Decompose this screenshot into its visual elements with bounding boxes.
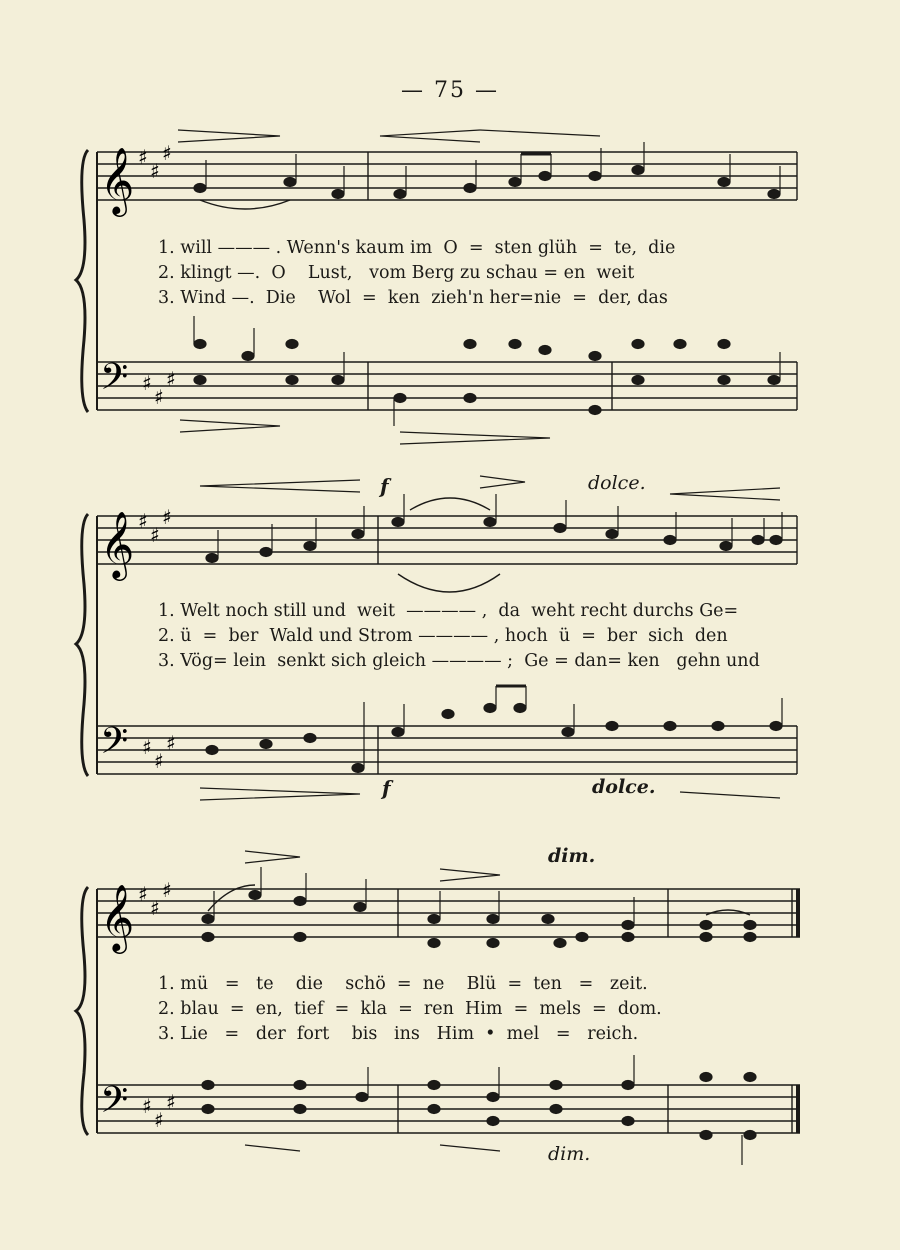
verse-2-lyrics-system-3: 2. blau = en, tief = kla = ren Him = mels = dom. xyxy=(158,999,662,1019)
music-system-3 xyxy=(0,845,900,1185)
svg-text:♯: ♯ xyxy=(138,145,148,169)
svg-text:𝄞: 𝄞 xyxy=(100,510,135,578)
verse-1-lyrics-system-1: 1. will ——— . Wenn's kaum im O = sten glüh = te, die xyxy=(158,238,676,258)
svg-text:♯: ♯ xyxy=(162,878,172,902)
svg-text:𝄞: 𝄞 xyxy=(100,146,135,214)
svg-text:♯: ♯ xyxy=(142,1094,152,1118)
svg-text:𝄢: 𝄢 xyxy=(100,720,129,771)
verse-3-lyrics-system-3: 3. Lie = der fort bis ins Him • mel = reich. xyxy=(158,1024,639,1044)
verse-2-lyrics-system-2: 2. ü = ber Wald und Strom ———— , hoch ü = ber sich den xyxy=(158,626,728,646)
dynamic-forte-bass: f xyxy=(382,776,391,800)
svg-text:♯: ♯ xyxy=(142,735,152,759)
svg-text:♯: ♯ xyxy=(154,749,164,773)
svg-text:𝄢: 𝄢 xyxy=(100,1079,129,1130)
music-system-1 xyxy=(0,120,900,450)
svg-text:𝄞: 𝄞 xyxy=(100,883,135,951)
verse-1-lyrics-system-2: 1. Welt noch still und weit ———— , da weht recht durchs Ge= xyxy=(158,601,739,621)
dim-marking-treble: dim. xyxy=(548,845,596,867)
svg-text:♯: ♯ xyxy=(166,731,176,755)
dim-marking-bass: dim. xyxy=(548,1143,591,1165)
svg-text:♯: ♯ xyxy=(142,371,152,395)
verse-1-lyrics-system-3: 1. mü = te die schö = ne Blü = ten = zeit. xyxy=(158,974,648,994)
svg-text:♯: ♯ xyxy=(150,523,160,547)
dynamic-forte-treble: f xyxy=(380,474,389,498)
staff-lines-system-1 xyxy=(0,120,900,450)
svg-text:♯: ♯ xyxy=(166,1090,176,1114)
page-number: — 75 — xyxy=(401,78,499,103)
dolce-marking-bass: dolce. xyxy=(592,776,656,798)
svg-text:𝄢: 𝄢 xyxy=(100,356,129,407)
svg-text:♯: ♯ xyxy=(166,367,176,391)
svg-text:♯: ♯ xyxy=(162,141,172,165)
svg-text:♯: ♯ xyxy=(150,896,160,920)
svg-text:♯: ♯ xyxy=(154,385,164,409)
svg-text:♯: ♯ xyxy=(150,159,160,183)
dolce-marking-treble: dolce. xyxy=(588,472,646,494)
svg-text:♯: ♯ xyxy=(138,509,148,533)
verse-3-lyrics-system-2: 3. Vög= lein senkt sich gleich ———— ; Ge = dan= ken gehn und xyxy=(158,651,760,671)
verse-2-lyrics-system-1: 2. klingt —. O Lust, vom Berg zu schau = en weit xyxy=(158,263,635,283)
verse-3-lyrics-system-1: 3. Wind —. Die Wol = ken zieh'n her=nie = der, das xyxy=(158,288,668,308)
music-system-2 xyxy=(0,470,900,820)
svg-text:♯: ♯ xyxy=(162,505,172,529)
svg-text:♯: ♯ xyxy=(154,1108,164,1132)
svg-text:♯: ♯ xyxy=(138,882,148,906)
